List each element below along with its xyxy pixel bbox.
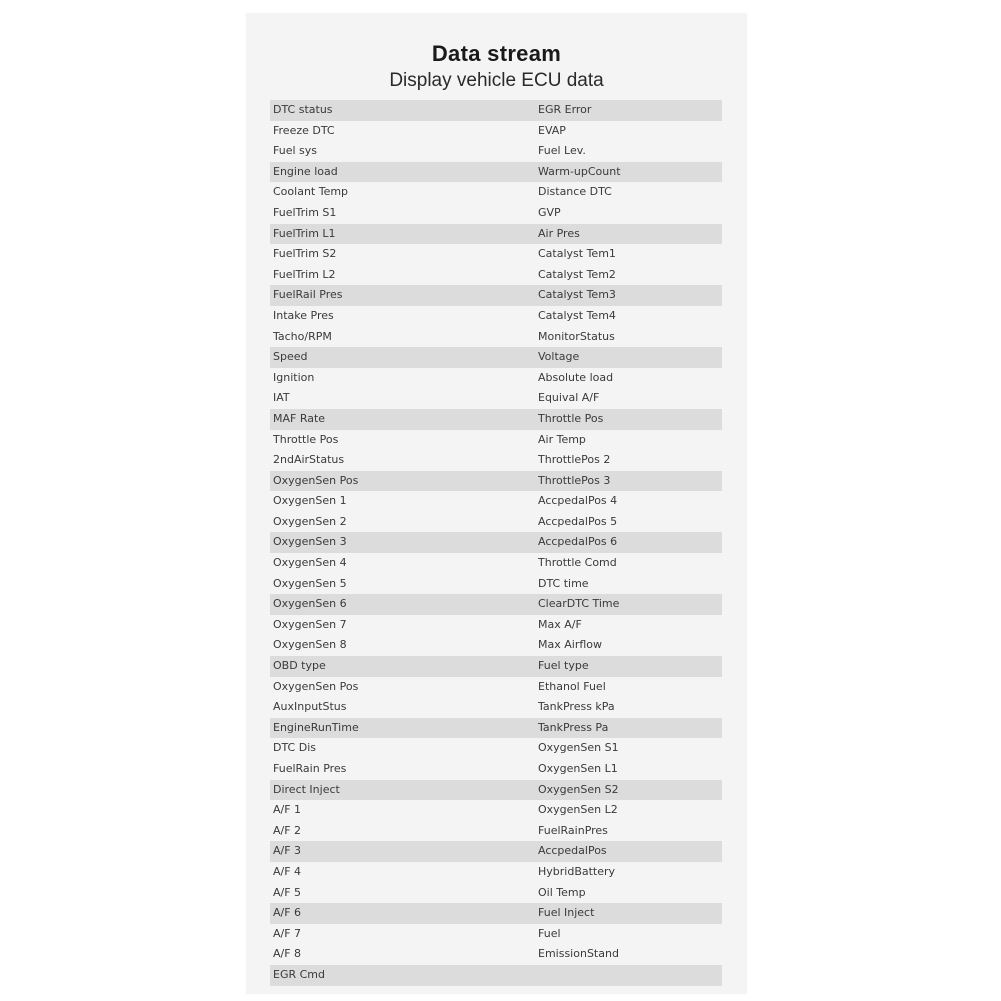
list-item-left: Ignition [273, 370, 315, 384]
list-item-left: OBD type [273, 659, 326, 673]
list-item-right: Catalyst Tem4 [538, 308, 616, 322]
list-row [270, 306, 722, 327]
list-item-left: FuelRain Pres [273, 762, 347, 775]
list-row [270, 965, 722, 986]
list-item-right: Max Airflow [538, 638, 602, 652]
list-item-left: Freeze DTC [273, 123, 335, 137]
list-item-left: EngineRunTime [273, 720, 359, 734]
list-item-left: EGR Cmd [273, 967, 325, 981]
list-item-right: Oil Temp [538, 885, 586, 899]
list-row [270, 594, 722, 615]
list-row [270, 471, 722, 492]
list-item-right: Air Pres [538, 226, 580, 240]
list-row [270, 203, 722, 224]
list-item-left: FuelTrim S2 [273, 247, 337, 261]
list-item-left: Fuel sys [273, 144, 317, 158]
list-item-left: MAF Rate [273, 411, 326, 425]
list-row [270, 100, 722, 121]
list-item-right: Throttle Comd [538, 556, 617, 570]
list-item-right: Absolute load [538, 370, 614, 384]
list-item-left: FuelTrim L1 [273, 226, 336, 240]
list-item-left: FuelTrim S1 [273, 205, 337, 219]
list-item-right: HybridBattery [538, 864, 616, 878]
list-item-right: Fuel Inject [538, 906, 595, 920]
list-row [270, 409, 722, 430]
list-row [270, 491, 722, 512]
list-item-left: A/F 1 [273, 803, 302, 817]
list-row [270, 738, 722, 759]
page-title: Data stream [431, 41, 562, 66]
list-item-right: OxygenSen S1 [538, 741, 619, 755]
list-item-right: OxygenSen L1 [538, 762, 618, 775]
list-row [270, 615, 722, 636]
list-row [270, 388, 722, 409]
list-item-left: A/F 4 [273, 864, 302, 878]
list-item-left: A/F 5 [273, 885, 302, 899]
list-item-left: Speed [273, 350, 308, 364]
list-item-left: A/F 2 [273, 823, 302, 837]
list-item-left: Tacho/RPM [273, 329, 332, 343]
list-row [270, 718, 722, 739]
list-item-left: A/F 7 [273, 926, 302, 940]
data-stream-panel [246, 13, 747, 994]
list-item-right: ClearDTC Time [538, 597, 620, 611]
list-row [270, 841, 722, 862]
list-row [270, 532, 722, 553]
list-item-right: EGR Error [538, 103, 592, 116]
list-item-left: IAT [273, 391, 290, 405]
list-row [270, 430, 722, 451]
list-item-right: ThrottlePos 3 [538, 473, 611, 487]
list-item-right: Equival A/F [538, 391, 600, 405]
list-item-right: Fuel type [538, 659, 589, 673]
list-item-right: Air Temp [538, 432, 586, 446]
list-row [270, 759, 722, 780]
list-row [270, 553, 722, 574]
list-item-left: AuxInputStus [273, 700, 347, 714]
list-item-left: OxygenSen 5 [273, 576, 347, 590]
list-row [270, 285, 722, 306]
list-item-left: OxygenSen 4 [273, 556, 347, 570]
list-item-right: GVP [538, 205, 561, 219]
list-item-left: OxygenSen 6 [273, 597, 347, 611]
list-item-left: OxygenSen Pos [273, 473, 359, 487]
list-row [270, 224, 722, 245]
list-item-left: OxygenSen 8 [273, 638, 347, 652]
list-row [270, 368, 722, 389]
list-item-right: EVAP [538, 123, 566, 137]
list-item-right: Voltage [538, 350, 580, 364]
list-item-right: Distance DTC [538, 185, 612, 199]
list-item-right: OxygenSen L2 [538, 803, 618, 817]
list-item-left: DTC status [273, 103, 333, 116]
list-item-left: OxygenSen 7 [273, 617, 347, 631]
list-item-right: ThrottlePos 2 [538, 453, 611, 467]
list-row [270, 944, 722, 965]
page-subtitle: Display vehicle ECU data [389, 70, 604, 91]
list-item-left: FuelTrim L2 [273, 267, 336, 281]
list-row [270, 635, 722, 656]
list-row [270, 121, 722, 142]
list-item-right: AccpedalPos [538, 844, 607, 858]
list-row [270, 574, 722, 595]
list-item-left: A/F 3 [273, 844, 302, 858]
data-stream-list [270, 100, 722, 986]
list-item-right: Ethanol Fuel [538, 679, 606, 693]
list-row [270, 182, 722, 203]
list-item-left: OxygenSen 2 [273, 514, 347, 528]
list-row [270, 883, 722, 904]
list-item-right: Catalyst Tem1 [538, 247, 616, 261]
list-item-right: TankPress Pa [538, 720, 609, 734]
list-row [270, 903, 722, 924]
list-item-right: AccpedalPos 5 [538, 514, 618, 528]
list-item-left: Coolant Temp [273, 185, 349, 199]
list-item-left: OxygenSen Pos [273, 679, 359, 693]
list-item-right: Catalyst Tem3 [538, 288, 616, 302]
list-item-left: Engine load [273, 164, 338, 178]
list-item-left: A/F 6 [273, 906, 302, 920]
list-row [270, 265, 722, 286]
list-item-right: Warm-upCount [538, 164, 621, 178]
list-item-right: DTC time [538, 576, 589, 590]
list-row [270, 821, 722, 842]
list-row [270, 862, 722, 883]
list-item-right: AccpedalPos 4 [538, 494, 618, 508]
list-item-left: Throttle Pos [273, 432, 339, 446]
list-item-right: Fuel [538, 926, 561, 940]
list-row [270, 697, 722, 718]
list-row [270, 656, 722, 677]
list-item-right: EmissionStand [538, 947, 619, 961]
list-item-left: Direct Inject [273, 782, 340, 796]
list-item-right: Max A/F [538, 617, 582, 631]
list-row [270, 327, 722, 348]
list-row [270, 450, 722, 471]
list-row [270, 512, 722, 533]
list-item-left: FuelRail Pres [273, 288, 343, 302]
list-item-right: Fuel Lev. [538, 144, 586, 158]
list-item-right: TankPress kPa [538, 700, 615, 714]
list-item-right: OxygenSen S2 [538, 782, 619, 796]
list-item-left: Intake Pres [273, 308, 334, 322]
list-row [270, 677, 722, 698]
list-row [270, 244, 722, 265]
list-item-left: OxygenSen 3 [273, 535, 347, 549]
list-item-right: MonitorStatus [538, 329, 615, 343]
list-row [270, 924, 722, 945]
list-item-right: AccpedalPos 6 [538, 535, 618, 549]
list-row [270, 780, 722, 801]
list-row [270, 162, 722, 183]
list-item-left: OxygenSen 1 [273, 494, 347, 508]
list-item-left: DTC Dis [273, 741, 316, 755]
list-row [270, 141, 722, 162]
list-row [270, 800, 722, 821]
list-item-right: Catalyst Tem2 [538, 267, 616, 281]
list-item-right: FuelRainPres [538, 823, 608, 837]
list-item-right: Throttle Pos [538, 411, 604, 425]
list-item-left: A/F 8 [273, 947, 302, 961]
list-row [270, 347, 722, 368]
list-item-left: 2ndAirStatus [273, 453, 345, 467]
